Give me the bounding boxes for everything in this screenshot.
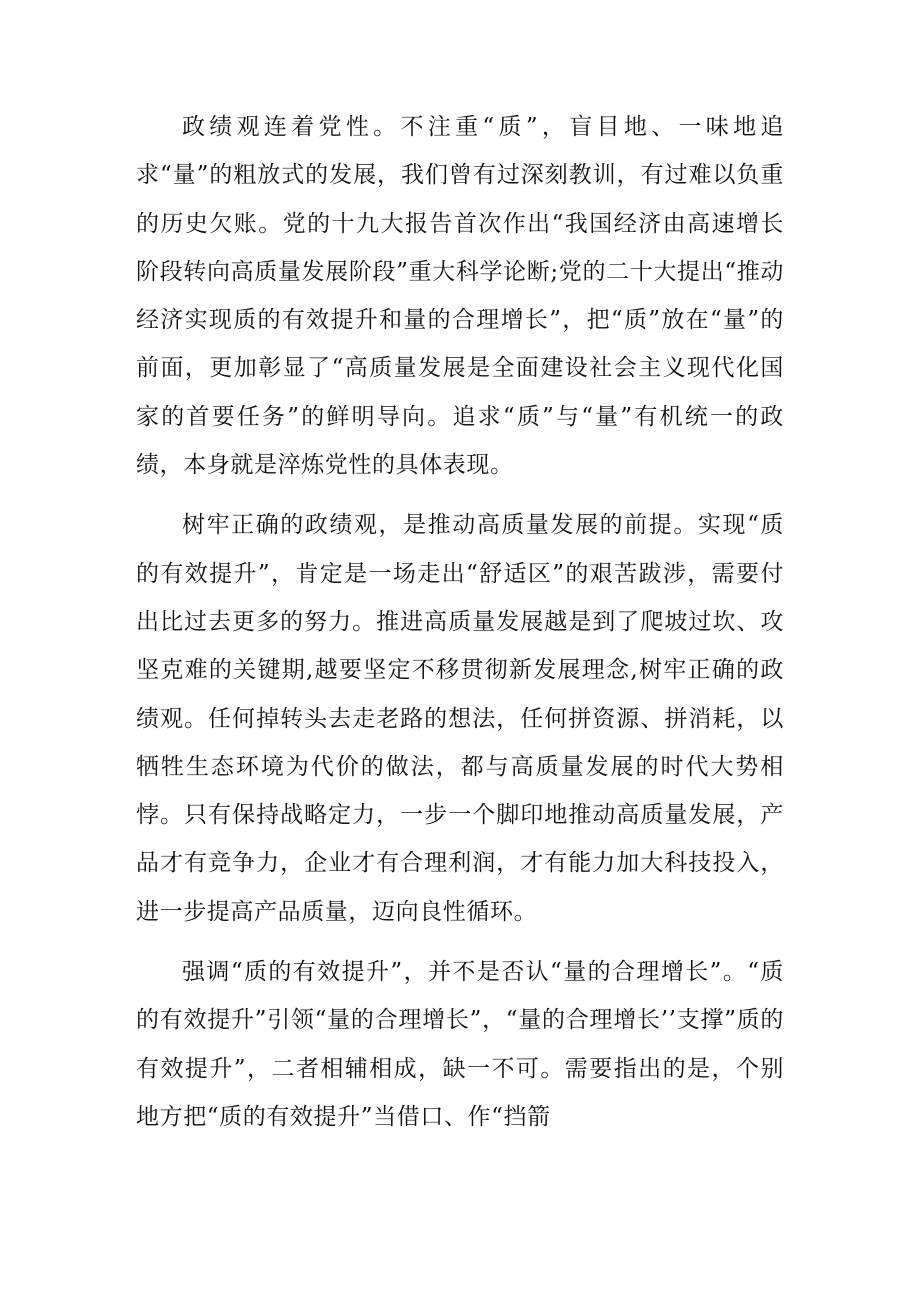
document-body bbox=[136, 103, 784, 1153]
paragraph-1: 政绩观连着党性。不注重“质”，盲目地、一味地追求“量”的粗放式的发展，我们曾有过深刻教训，有过难以负重的历史欠账。党的十九大报告首次作出“我国经济由高速增长阶段转向高质量发展阶段”重大科学论断;党的二十大提出“推动经济实现质的有效提升和量的合理增长”，把“质”放在“量”的前面，更加彰显了“高质量发展是全面建设社会主义现代化国家的首要任务”的鲜明导向。追求“质”与“量”有机统一的政绩，本身就是淬炼党性的具体表现。 bbox=[136, 114, 784, 479]
paragraph-3: 强调“质的有效提升”，并不是否认“量的合理增长”。“质的有效提升”引领“量的合理增长”，“量的合理增长’’支撑”质的有效提升”，二者相辅相成，缺一不可。需要指出的是，个别地方把“质的有效提升”当借口、作“挡箭 bbox=[136, 959, 784, 1130]
paragraph-2: 树牢正确的政绩观，是推动高质量发展的前提。实现“质的有效提升”，肯定是一场走出“舒适区”的艰苦跋涉，需要付出比过去更多的努力。推进高质量发展越是到了爬坡过坎、攻坚克难的关键期,越要坚定不移贯彻新发展理念,树牢正确的政绩观。任何掉转头去走老路的想法，任何拼资源、拼消耗，以牺牲生态环境为代价的做法，都与高质量发展的时代大势相悖。只有保持战略定力，一步一个脚印地推动高质量发展，产品才有竞争力，企业才有合理利润，才有能力加大科技投入，进一步提高产品质量，迈向良性循环。 bbox=[136, 512, 784, 925]
